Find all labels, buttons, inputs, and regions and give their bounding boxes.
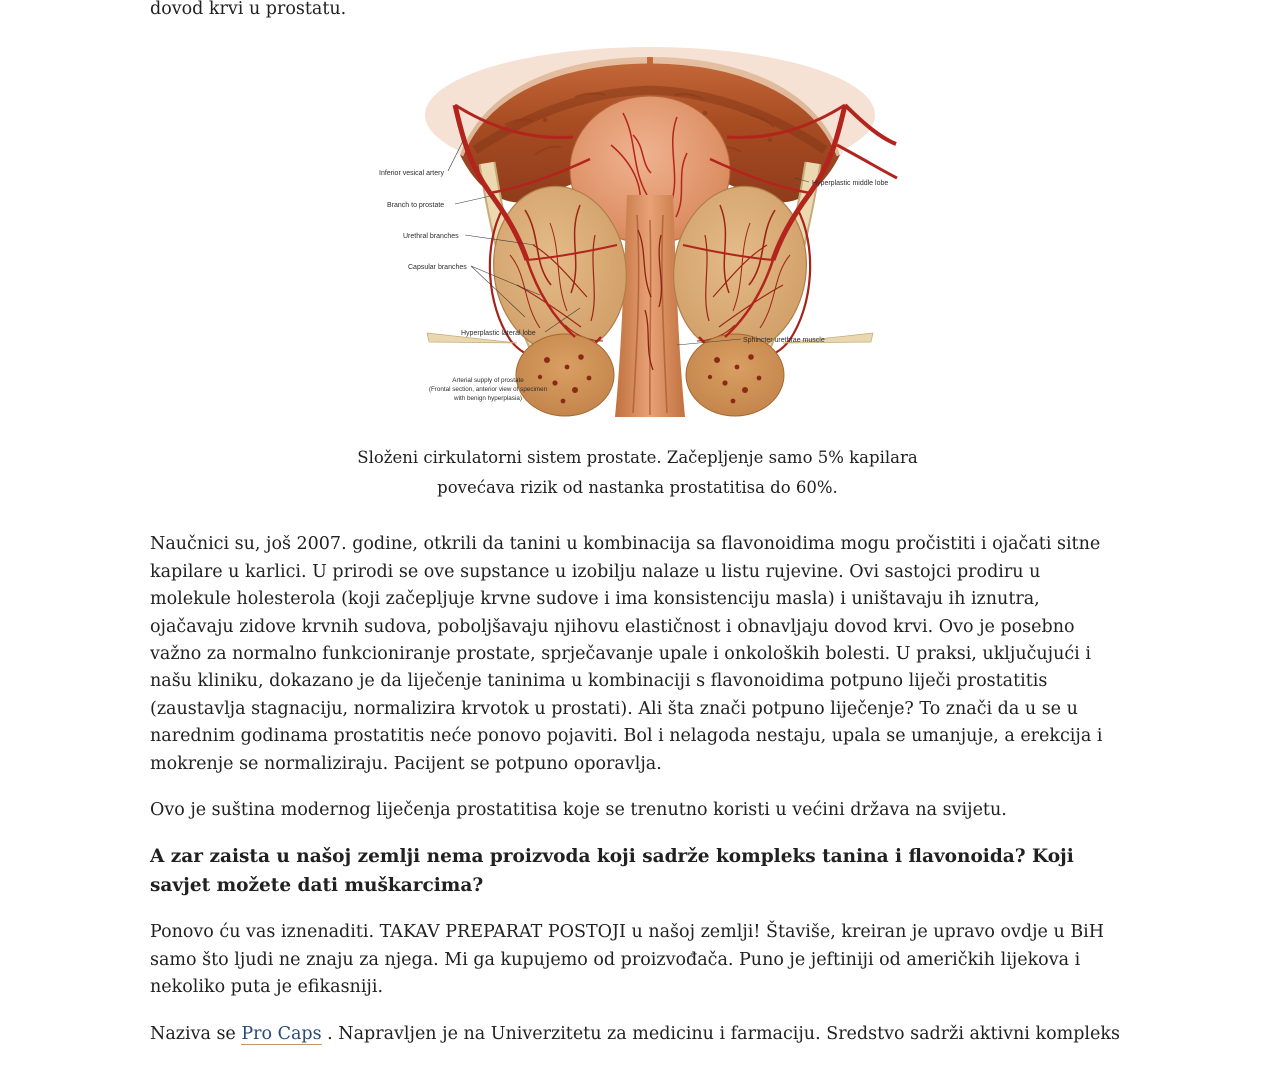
label-inferior-vesical-artery: Inferior vesical artery [379,170,444,178]
prostate-anatomy-svg [375,45,900,425]
paragraph-modern-treatment: Ovo je suština modernog liječenja prostatitisa koje se trenutno koristi u većini država na svijetu. [150,800,1007,821]
gland-right [686,334,784,416]
text-before-link: Naziva se [150,1023,242,1044]
paragraph-product-name [150,1021,1125,1048]
question-heading: A zar zaista u našoj zemlji nema proizvoda koji sadrže kompleks tanina i flavonoida? Koji savjet možete dati muškarcima? [150,846,1074,896]
intro-paragraph-fragment: dovod krvi u prostatu. [150,0,347,19]
label-capsular-branches: Capsular branches [408,264,467,272]
label-arterial-supply-line1: Arterial supply of prostate [452,377,524,385]
paragraph-science: Naučnici su, još 2007. godine, otkrili da tanini u kombinacija sa flavonoidima mogu pročistiti i ojačati sitne kapilare u karlici. U prirodi se ove supstance u izobilju nalaze u listu rujevine. Ovi sastojci prodiru u molekule holesterola (koji začepljuje krvne sudove i ima konsistenciju masla) i uništavaju ih iznutra, ojačavaju zidove krvnih sudova, poboljšavaju njihovu elastičnost i obnavljaju dovod krvi. Ovo je posebno važno za normalno funkcioniranje prostate, sprječavanje upale i onkoloških bolesti. U praksi, uključujući i našu kliniku, dokazano je da liječenje taninima u kombinaciji s flavonoidima potpuno liječi prostatitis (zaustavlja stagnaciju, normalizira krvotok u prostati). Ali šta znači potpuno liječenje? To znači da u se u narednim godinama prostatitis neće ponovo pojaviti. Bol i nelagoda nestaju, upala se umanjuje, a erekcija i mokrenje se normaliziraju. Pacijent se potpuno oporavlja. [150,534,1103,774]
label-arterial-supply-line2: (Frontal section, anterior view of specimen [428,386,548,394]
label-urethral-branches: Urethral branches [403,233,459,241]
label-hyperplastic-middle-lobe: Hyperplastic middle lobe [812,180,889,188]
prostate-anatomy-image [375,45,900,425]
prostate-illustration-figure [150,45,1125,503]
label-hyperplastic-lateral-lobe: Hyperplastic lateral lobe [461,330,536,338]
paragraph-preparation-exists: Ponovo ću vas iznenaditi. TAKAV PREPARAT POSTOJI u našoj zemlji! Štaviše, kreiran je upravo ovdje u BiH samo što ljudi ne znaju za njega. Mi ga kupujemo od proizvođača. Puno je jeftiniji od američkih lijekova i nekoliko puta je efikasniji. [150,922,1105,998]
label-arterial-supply-line3: with benign hyperplasia) [454,395,522,403]
label-sphincter-urethrae-muscle: Sphincter urethrae muscle [743,337,825,345]
figure-caption: Složeni cirkulatorni sistem prostate. Začepljenje samo 5% kapilara povećava rizik od nastanka prostatitisa do 60%. [357,448,918,498]
text-after-link: . Napravljen je na Univerzitetu za medicinu i farmaciju. Sredstvo sadrži aktivni kompleks [321,1023,1120,1044]
gland-left [516,334,614,416]
article-content [150,0,1125,1048]
pro-caps-link[interactable]: Pro Caps [241,1023,322,1044]
label-branch-to-prostate: Branch to prostate [387,202,445,210]
